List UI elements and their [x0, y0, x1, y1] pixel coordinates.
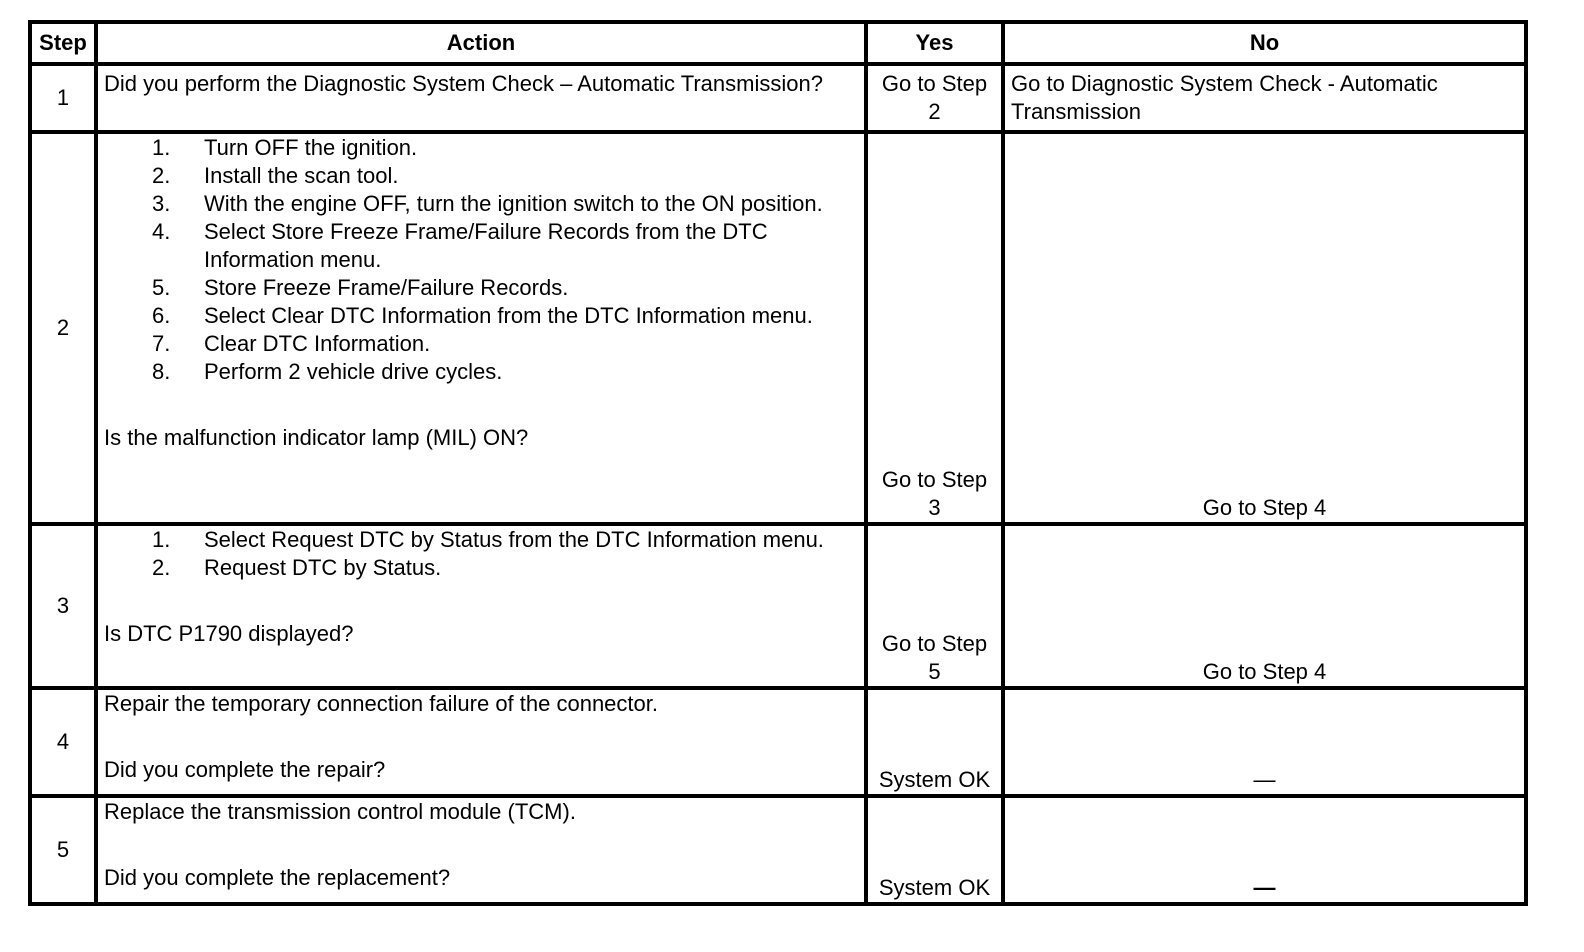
list-item: 1. Turn OFF the ignition. [152, 135, 418, 160]
list-item: 2. Install the scan tool. [152, 163, 399, 188]
yes-result: Go to Step 5 [866, 524, 1003, 688]
step-number: 4 [30, 688, 96, 796]
table-row [30, 132, 1526, 524]
table-row [30, 688, 1526, 796]
header-yes: Yes [866, 22, 1003, 64]
no-result: — [1003, 688, 1526, 796]
question-text: Did you complete the replacement? [104, 865, 451, 890]
action-cell [96, 132, 866, 524]
yes-result: Go to Step 3 [866, 132, 1003, 524]
header-action: Action [96, 22, 866, 64]
yes-result: System OK [866, 796, 1003, 904]
no-result: Go to Step 4 [1003, 524, 1526, 688]
list-item: 7. Clear DTC Information. [152, 331, 431, 356]
procedure-list [104, 526, 858, 582]
header-row [30, 22, 1526, 64]
step-number: 3 [30, 524, 96, 688]
list-item: 1. Select Request DTC by Status from the DTC Information menu. [152, 527, 824, 552]
no-result: — [1003, 796, 1526, 904]
action-text: Repair the temporary connection failure of the connector. [104, 691, 658, 716]
step-number: 1 [30, 64, 96, 132]
list-item: 2. Request DTC by Status. [152, 555, 442, 580]
action-cell [96, 688, 866, 796]
action-cell [96, 524, 866, 688]
list-item: 4. Select Store Freeze Frame/Failure Records from the DTC Information menu. [152, 219, 768, 272]
table-row [30, 796, 1526, 904]
list-item: 5. Store Freeze Frame/Failure Records. [152, 275, 569, 300]
no-result: Go to Diagnostic System Check - Automatic Transmission [1003, 64, 1526, 132]
list-item: 6. Select Clear DTC Information from the DTC Information menu. [152, 303, 813, 328]
question-text: Is the malfunction indicator lamp (MIL) ON? [104, 425, 529, 450]
list-item: 3. With the engine OFF, turn the ignition switch to the ON position. [152, 191, 823, 216]
header-step: Step [30, 22, 96, 64]
no-result: Go to Step 4 [1003, 132, 1526, 524]
question-text: Did you complete the repair? [104, 757, 386, 782]
yes-result: Go to Step 2 [866, 64, 1003, 132]
question-text: Is DTC P1790 displayed? [104, 621, 354, 646]
action-cell [96, 796, 866, 904]
header-no: No [1003, 22, 1526, 64]
table-row [30, 64, 1526, 132]
yes-result: System OK [866, 688, 1003, 796]
procedure-list [104, 134, 858, 386]
step-number: 2 [30, 132, 96, 524]
list-item: 8. Perform 2 vehicle drive cycles. [152, 359, 503, 384]
action-text: Replace the transmission control module (TCM). [104, 799, 576, 824]
diagnostic-table [28, 20, 1528, 906]
action-text: Did you perform the Diagnostic System Check – Automatic Transmission? [96, 64, 866, 132]
table-row [30, 524, 1526, 688]
step-number: 5 [30, 796, 96, 904]
